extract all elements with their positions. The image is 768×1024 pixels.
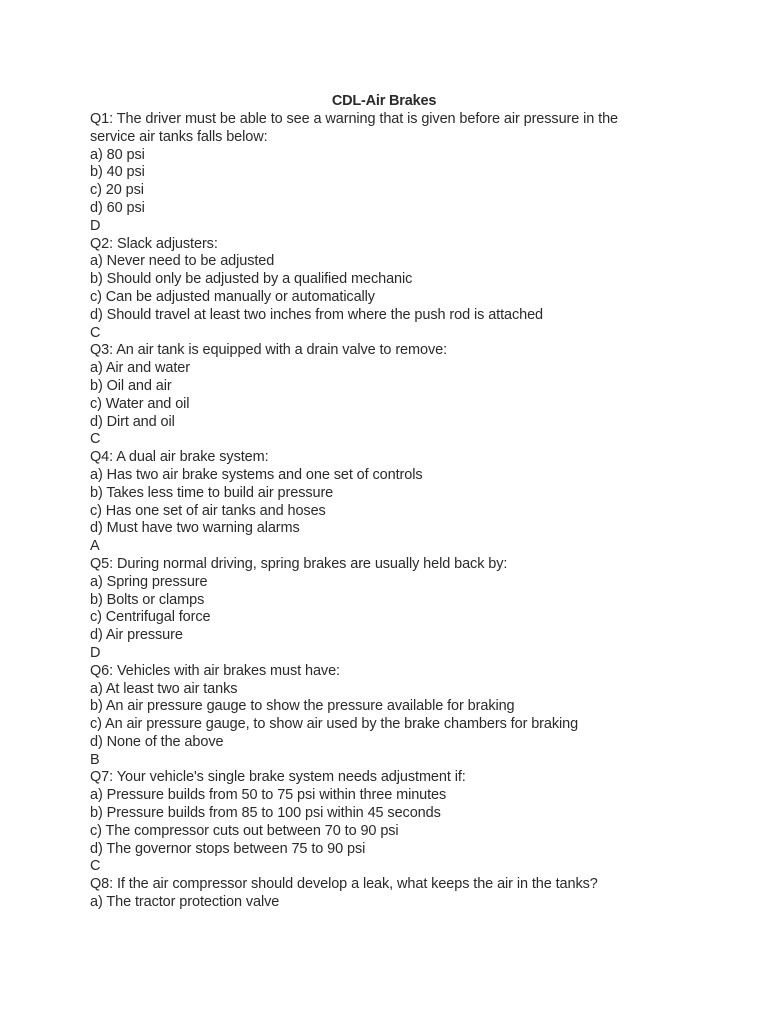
question-text: Q2: Slack adjusters: (90, 235, 218, 252)
question-text: Q4: A dual air brake system: (90, 449, 269, 466)
correct-answer: C (90, 858, 101, 875)
answer-option: a) Pressure builds from 50 to 75 psi within three minutes (90, 787, 447, 804)
answer-option: a) Never need to be adjusted (90, 253, 275, 270)
answer-option: a) Spring pressure (90, 573, 208, 590)
question-text: Q3: An air tank is equipped with a drain valve to remove: (90, 342, 447, 359)
answer-option: d) None of the above (90, 733, 224, 750)
answer-option: b) Pressure builds from 85 to 100 psi within 45 seconds (90, 805, 441, 822)
question-text: Q1: The driver must be able to see a warning that is given before air pressure in the (90, 111, 619, 127)
answer-option: b) Oil and air (90, 377, 172, 394)
question-block (90, 342, 710, 449)
question-list (90, 111, 710, 912)
answer-option: d) Should travel at least two inches from where the push rod is attached (90, 306, 544, 323)
correct-answer: D (90, 644, 101, 661)
question-block (90, 556, 710, 663)
answer-option: b) An air pressure gauge to show the pressure available for braking (90, 698, 515, 715)
question-block (90, 449, 710, 556)
question-text: service air tanks falls below: (90, 128, 268, 145)
answer-option: c) The compressor cuts out between 70 to 90 psi (90, 822, 399, 839)
correct-answer: C (90, 324, 101, 341)
answer-option: c) Can be adjusted manually or automatically (90, 288, 375, 305)
question-block (90, 236, 710, 343)
document-title: CDL-Air Brakes (331, 93, 437, 109)
answer-option: c) Centrifugal force (90, 609, 211, 626)
answer-option: d) Must have two warning alarms (90, 520, 300, 537)
answer-option: b) Should only be adjusted by a qualified mechanic (90, 271, 413, 288)
question-block (90, 111, 710, 236)
question-text: Q5: During normal driving, spring brakes are usually held back by: (90, 555, 508, 572)
answer-option: c) Water and oil (90, 395, 190, 412)
question-block (90, 769, 710, 876)
correct-answer: A (90, 538, 100, 555)
answer-option: a) 80 psi (90, 146, 145, 163)
answer-option: d) 60 psi (90, 199, 145, 216)
question-block (90, 663, 710, 770)
question-text: Q6: Vehicles with air brakes must have: (90, 662, 340, 679)
correct-answer: C (90, 431, 101, 448)
answer-option: a) Has two air brake systems and one set of controls (90, 466, 423, 483)
answer-option: c) 20 psi (90, 182, 144, 199)
answer-option: a) At least two air tanks (90, 680, 238, 697)
answer-option: d) Dirt and oil (90, 413, 175, 430)
question-text: Q7: Your vehicle's single brake system needs adjustment if: (90, 769, 466, 786)
answer-option: d) Air pressure (90, 627, 183, 644)
answer-option: c) An air pressure gauge, to show air used by the brake chambers for braking (90, 716, 579, 733)
answer-option: a) The tractor protection valve (90, 894, 280, 911)
answer-option: b) Bolts or clamps (90, 591, 205, 608)
correct-answer: D (90, 217, 101, 234)
question-block (90, 876, 710, 912)
correct-answer: B (90, 751, 100, 768)
question-text: Q8: If the air compressor should develop a leak, what keeps the air in the tanks? (90, 876, 598, 893)
answer-option: a) Air and water (90, 360, 190, 377)
answer-option: b) 40 psi (90, 164, 145, 181)
answer-option: b) Takes less time to build air pressure (90, 484, 334, 501)
answer-option: c) Has one set of air tanks and hoses (90, 502, 326, 519)
answer-option: d) The governor stops between 75 to 90 psi (90, 840, 366, 857)
